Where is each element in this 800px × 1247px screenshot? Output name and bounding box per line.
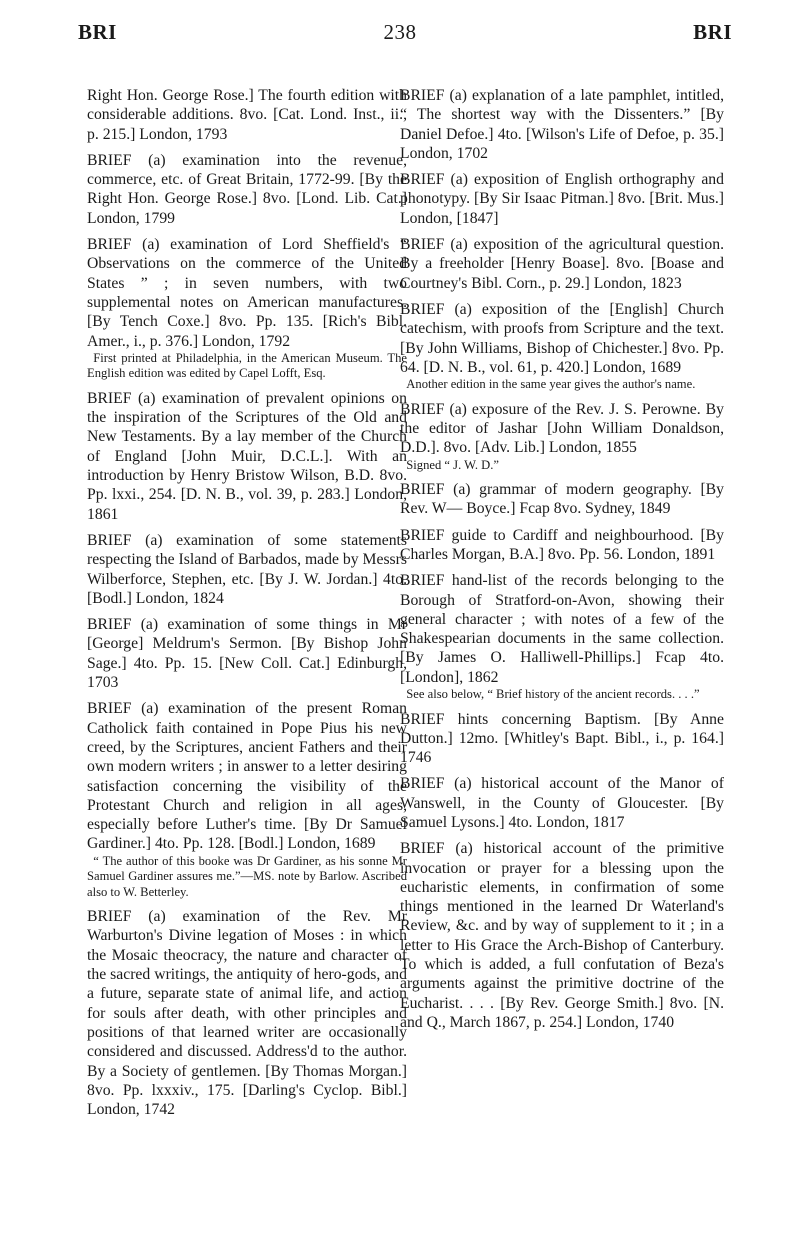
entry-text: BRIEF guide to Cardiff and neighbourhood. [By Charles Morgan, B.A.] 8vo. Pp. 56. London, 1891 xyxy=(400,526,724,563)
right-column xyxy=(400,86,724,1039)
entry-text: BRIEF (a) exposition of the [English] Church catechism, with proofs from Scripture and the text. [By John Williams, Bishop of Chichester.] 8vo. Pp. 64. [D. N. B., vol. 61, p. 420.] London, 1689 xyxy=(400,300,724,376)
entry xyxy=(400,300,724,393)
entry xyxy=(87,151,407,228)
entry-text: BRIEF (a) examination of some things in Mr [George] Meldrum's Sermon. [By Bishop John Sage.] 4to. Pp. 15. [New Coll. Cat.] Edinburgh, 1703 xyxy=(87,616,407,692)
entry-note: Another edition in the same year gives the author's name. xyxy=(406,377,696,392)
entry-text: BRIEF (a) examination of the Rev. Mr Warburton's Divine legation of Moses : in which the Mosaic theocracy, the nature and character of the sacred writings, the antiquity of hero-gods, and a future, separate state of animal life, and action for souls after death, with other principles and positions of that learned writer are occasionally considered and discussed. Address'd to the author. By a Society of gentlemen. [By Thomas Morgan.] 8vo. Pp. lxxxiv., 175. [Darling's Cyclop. Bibl.] London, 1742 xyxy=(87,908,407,1119)
entry xyxy=(87,907,407,1119)
entry-text: Right Hon. George Rose.] The fourth edition with considerable additions. 8vo. [Cat. Lond. Inst., ii., p. 215.] London, 1793 xyxy=(87,87,407,143)
entry-text: BRIEF hints concerning Baptism. [By Anne Dutton.] 12mo. [Whitley's Bapt. Bibl., i., p. 164.] 1746 xyxy=(400,710,724,767)
entry-text: BRIEF (a) exposition of English orthography and phonotypy. [By Sir Isaac Pitman.] 8vo. [Brit. Mus.] London, [1847] xyxy=(400,171,724,227)
entry-note: See also below, “ Brief history of the ancient records. . . .” xyxy=(406,687,700,702)
entry xyxy=(87,699,407,900)
entry-text: BRIEF (a) historical account of the Manor of Wanswell, in the County of Gloucester. [By Samuel Lysons.] 4to. London, 1817 xyxy=(400,775,724,831)
entry-text: BRIEF (a) explanation of a late pamphlet, intitled, “ The shortest way with the Dissenters.” [By Daniel Defoe.] 4to. [Wilson's Life of Defoe, p. 35.] London, 1702 xyxy=(400,87,724,162)
entry-text: BRIEF (a) examination of Lord Sheffield's “ Observations on the commerce of the United States ” ; in seven numbers, with two supplemental notes on American manufactures. [By Tench Coxe.] 8vo. Pp. 135. [Rich's Bibl. Amer., i., p. 376.] London, 1792 xyxy=(87,236,407,350)
entry xyxy=(400,400,724,473)
entry xyxy=(400,774,724,832)
entry-text: BRIEF (a) historical account of the primitive invocation or prayer for a blessing upon the eucharistic elements, in confirmation of some things mentioned in the learned Dr Waterland's Review, &c. and by way of supplement to it ; in a letter to His Grace the Arch-Bishop of Canterbury. To which is added, a full confutation of Beza's arguments against the primitive doctrine of the Eucharist. . . . [By Rev. George Smith.] 8vo. [N. and Q., March 1867, p. 254.] London, 1740 xyxy=(400,840,724,1031)
entry-text: BRIEF (a) examination into the revenue, commerce, etc. of Great Britain, 1772-99. [By the Right Hon. George Rose.] 8vo. [Lond. Lib. Cat.] London, 1799 xyxy=(87,151,407,227)
entry-text: BRIEF hand-list of the records belonging to the Borough of Stratford-on-Avon, showing their general character ; with notes of a few of the Shakespearian documents in the same collection. [By James O. Halliwell-Phillips.] Fcap 4to. [London], 1862 xyxy=(400,572,724,686)
header-left-word: BRI xyxy=(78,20,117,44)
header-right-word: BRI xyxy=(693,20,732,44)
entry xyxy=(400,86,724,163)
entry xyxy=(400,839,724,1032)
entry xyxy=(87,389,407,524)
entry xyxy=(400,480,724,519)
entry-note: “ The author of this booke was Dr Gardiner, as his sonne Mr Samuel Gardiner assures me.”—MS. note by Barlow. Ascribed also to W. Betterley. xyxy=(87,853,407,899)
entry-text: BRIEF (a) examination of the present Roman Catholick faith contained in Pope Pius his new creed, by the Scriptures, ancient Fathers and their own modern writers ; in answer to a letter desiring satisfaction concerning the visibility of the Protestant Church and religion in all ages, especially before Luther's time. [By Dr Samuel Gardiner.] 4to. Pp. 128. [Bodl.] London, 1689 xyxy=(87,700,407,853)
entry xyxy=(400,170,724,228)
entry xyxy=(87,86,407,144)
entry xyxy=(400,710,724,768)
entry xyxy=(87,531,407,608)
entry-text: BRIEF (a) exposure of the Rev. J. S. Perowne. By the editor of Jashar [John William Donaldson, D.D.]. 8vo. [Adv. Lib.] London, 1855 xyxy=(400,400,724,457)
entry-note: Signed “ J. W. D.” xyxy=(406,457,499,472)
entry-text: BRIEF (a) examination of prevalent opinions on the inspiration of the Scriptures of the Old and New Testaments. By a lay member of the Church of England [John Muir, D.C.L.]. With an introduction by Henry Bristow Wilson, B.D. 8vo. Pp. lxxi., 254. [D. N. B., vol. 39, p. 283.] London, 1861 xyxy=(87,389,407,523)
entry-text: BRIEF (a) examination of some statements respecting the Island of Barbados, made by Messrs Wilberforce, Stephen, etc. [By J. W. Jordan.] 4to. [Bodl.] London, 1824 xyxy=(87,531,407,607)
entry xyxy=(87,235,407,382)
entry xyxy=(87,615,407,692)
entry-text: BRIEF (a) grammar of modern geography. [By Rev. W— Boyce.] Fcap 8vo. Sydney, 1849 xyxy=(400,481,724,518)
entry-text: BRIEF (a) exposition of the agricultural question. By a freeholder [Henry Boase]. 8vo. [Boase and Courtney's Bibl. Corn., p. 29.] London, 1823 xyxy=(400,236,724,292)
page-number: 238 xyxy=(383,20,417,44)
entry xyxy=(400,235,724,293)
running-header xyxy=(60,20,740,50)
left-column xyxy=(87,86,407,1126)
entry xyxy=(400,571,724,702)
entry-note: First printed at Philadelphia, in the American Museum. The English edition was edited by Capel Lofft, Esq. xyxy=(87,350,407,381)
entry xyxy=(400,526,724,565)
